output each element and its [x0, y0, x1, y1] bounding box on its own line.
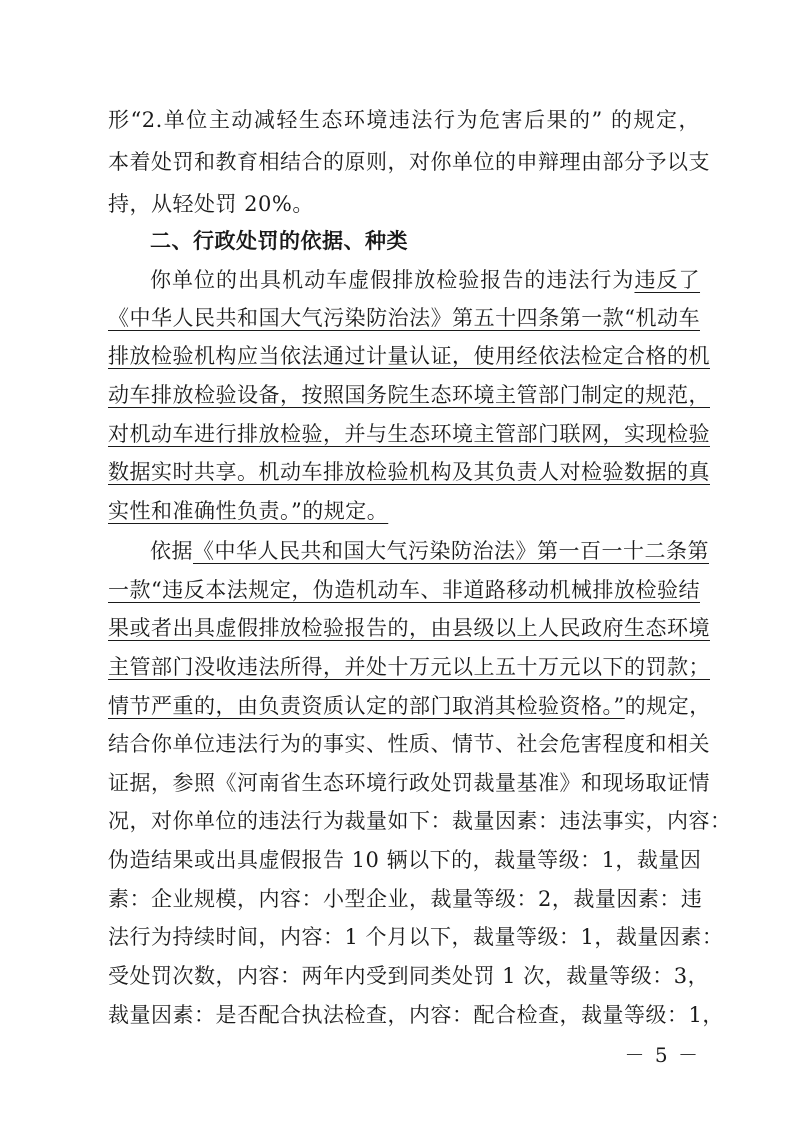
underlined-text: 排放检验机构应当依法通过计量认证，使用经依法检定合格的机 [108, 344, 710, 368]
underlined-text: 对机动车进行排放检验，并与生态环境主管部门联网，实现检验 [108, 422, 710, 446]
paragraph-line [108, 414, 710, 454]
underlined-text: 一款“违反本法规定，伪造机动车、非道路移动机械排放检验结 [108, 578, 700, 602]
paragraph-line: 本着处罚和教育相结合的原则，对你单位的申辩理由部分予以支 [108, 150, 710, 174]
underlined-text: 《中华人民共和国大气污染防治法》第一百一十二条第 [193, 539, 709, 563]
underlined-text: 实性和准确性负责。”的规定。 [108, 499, 389, 523]
paragraph-line [150, 260, 700, 300]
paragraph-line [108, 491, 700, 531]
paragraph-line [108, 647, 710, 687]
paragraph-line: 形“2.单位主动减轻生态环境违法行为危害后果的” 的规定， [108, 108, 700, 132]
paragraph-line: 伪造结果或出具虚假报告 10 辆以下的，裁量等级：1，裁量因 [108, 848, 702, 872]
paragraph-line [150, 531, 709, 571]
paragraph-line [108, 608, 710, 648]
underlined-text: 情节严重的，由负责资质认定的部门取消其检验资格。” [108, 694, 625, 718]
paragraph-text: 你单位的出具机动车虚假排放检验报告的违法行为 [150, 268, 635, 292]
paragraph-line [108, 570, 700, 610]
underlined-text: 主管部门没收违法所得，并处十万元以上五十万元以下的罚款； [108, 655, 710, 679]
paragraph-line: 素：企业规模，内容：小型企业，裁量等级：2，裁量因素：违 [108, 887, 703, 911]
underlined-text: 违反了 [634, 268, 701, 292]
paragraph-line [108, 298, 700, 338]
paragraph-line: 裁量因素：是否配合执法检查，内容：配合检查，裁量等级：1， [108, 1003, 724, 1027]
paragraph-line: 况，对你单位的违法行为裁量如下：裁量因素：违法事实，内容： [108, 809, 732, 833]
paragraph-line [108, 686, 711, 726]
section-heading: 二、行政处罚的依据、种类 [150, 229, 408, 253]
paragraph-text: 的规定， [624, 694, 711, 718]
paragraph-line [108, 375, 710, 415]
paragraph-line: 持，从轻处罚 20%。 [108, 192, 314, 216]
page-number: － 5 － [624, 1043, 700, 1067]
paragraph-line: 证据，参照《河南省生态环境行政处罚裁量基准》和现场取证情 [108, 771, 710, 795]
paragraph-line [108, 452, 710, 492]
underlined-text: 动车排放检验设备，按照国务院生态环境主管部门制定的规范， [108, 383, 710, 407]
underlined-text: 果或者出具虚假排放检验报告的，由县级以上人民政府生态环境 [108, 616, 710, 640]
paragraph-line: 受处罚次数，内容：两年内受到同类处罚 1 次，裁量等级：3， [108, 964, 710, 988]
paragraph-line: 结合你单位违法行为的事实、性质、情节、社会危害程度和相关 [108, 732, 710, 756]
underlined-text: 数据实时共享。机动车排放检验机构及其负责人对检验数据的真 [108, 460, 710, 484]
paragraph-line [108, 336, 710, 376]
paragraph-text: 依据 [150, 539, 193, 563]
underlined-text: 《中华人民共和国大气污染防治法》第五十四条第一款“机动车 [108, 306, 700, 330]
paragraph-line: 法行为持续时间，内容：1 个月以下，裁量等级：1，裁量因素： [108, 925, 724, 949]
